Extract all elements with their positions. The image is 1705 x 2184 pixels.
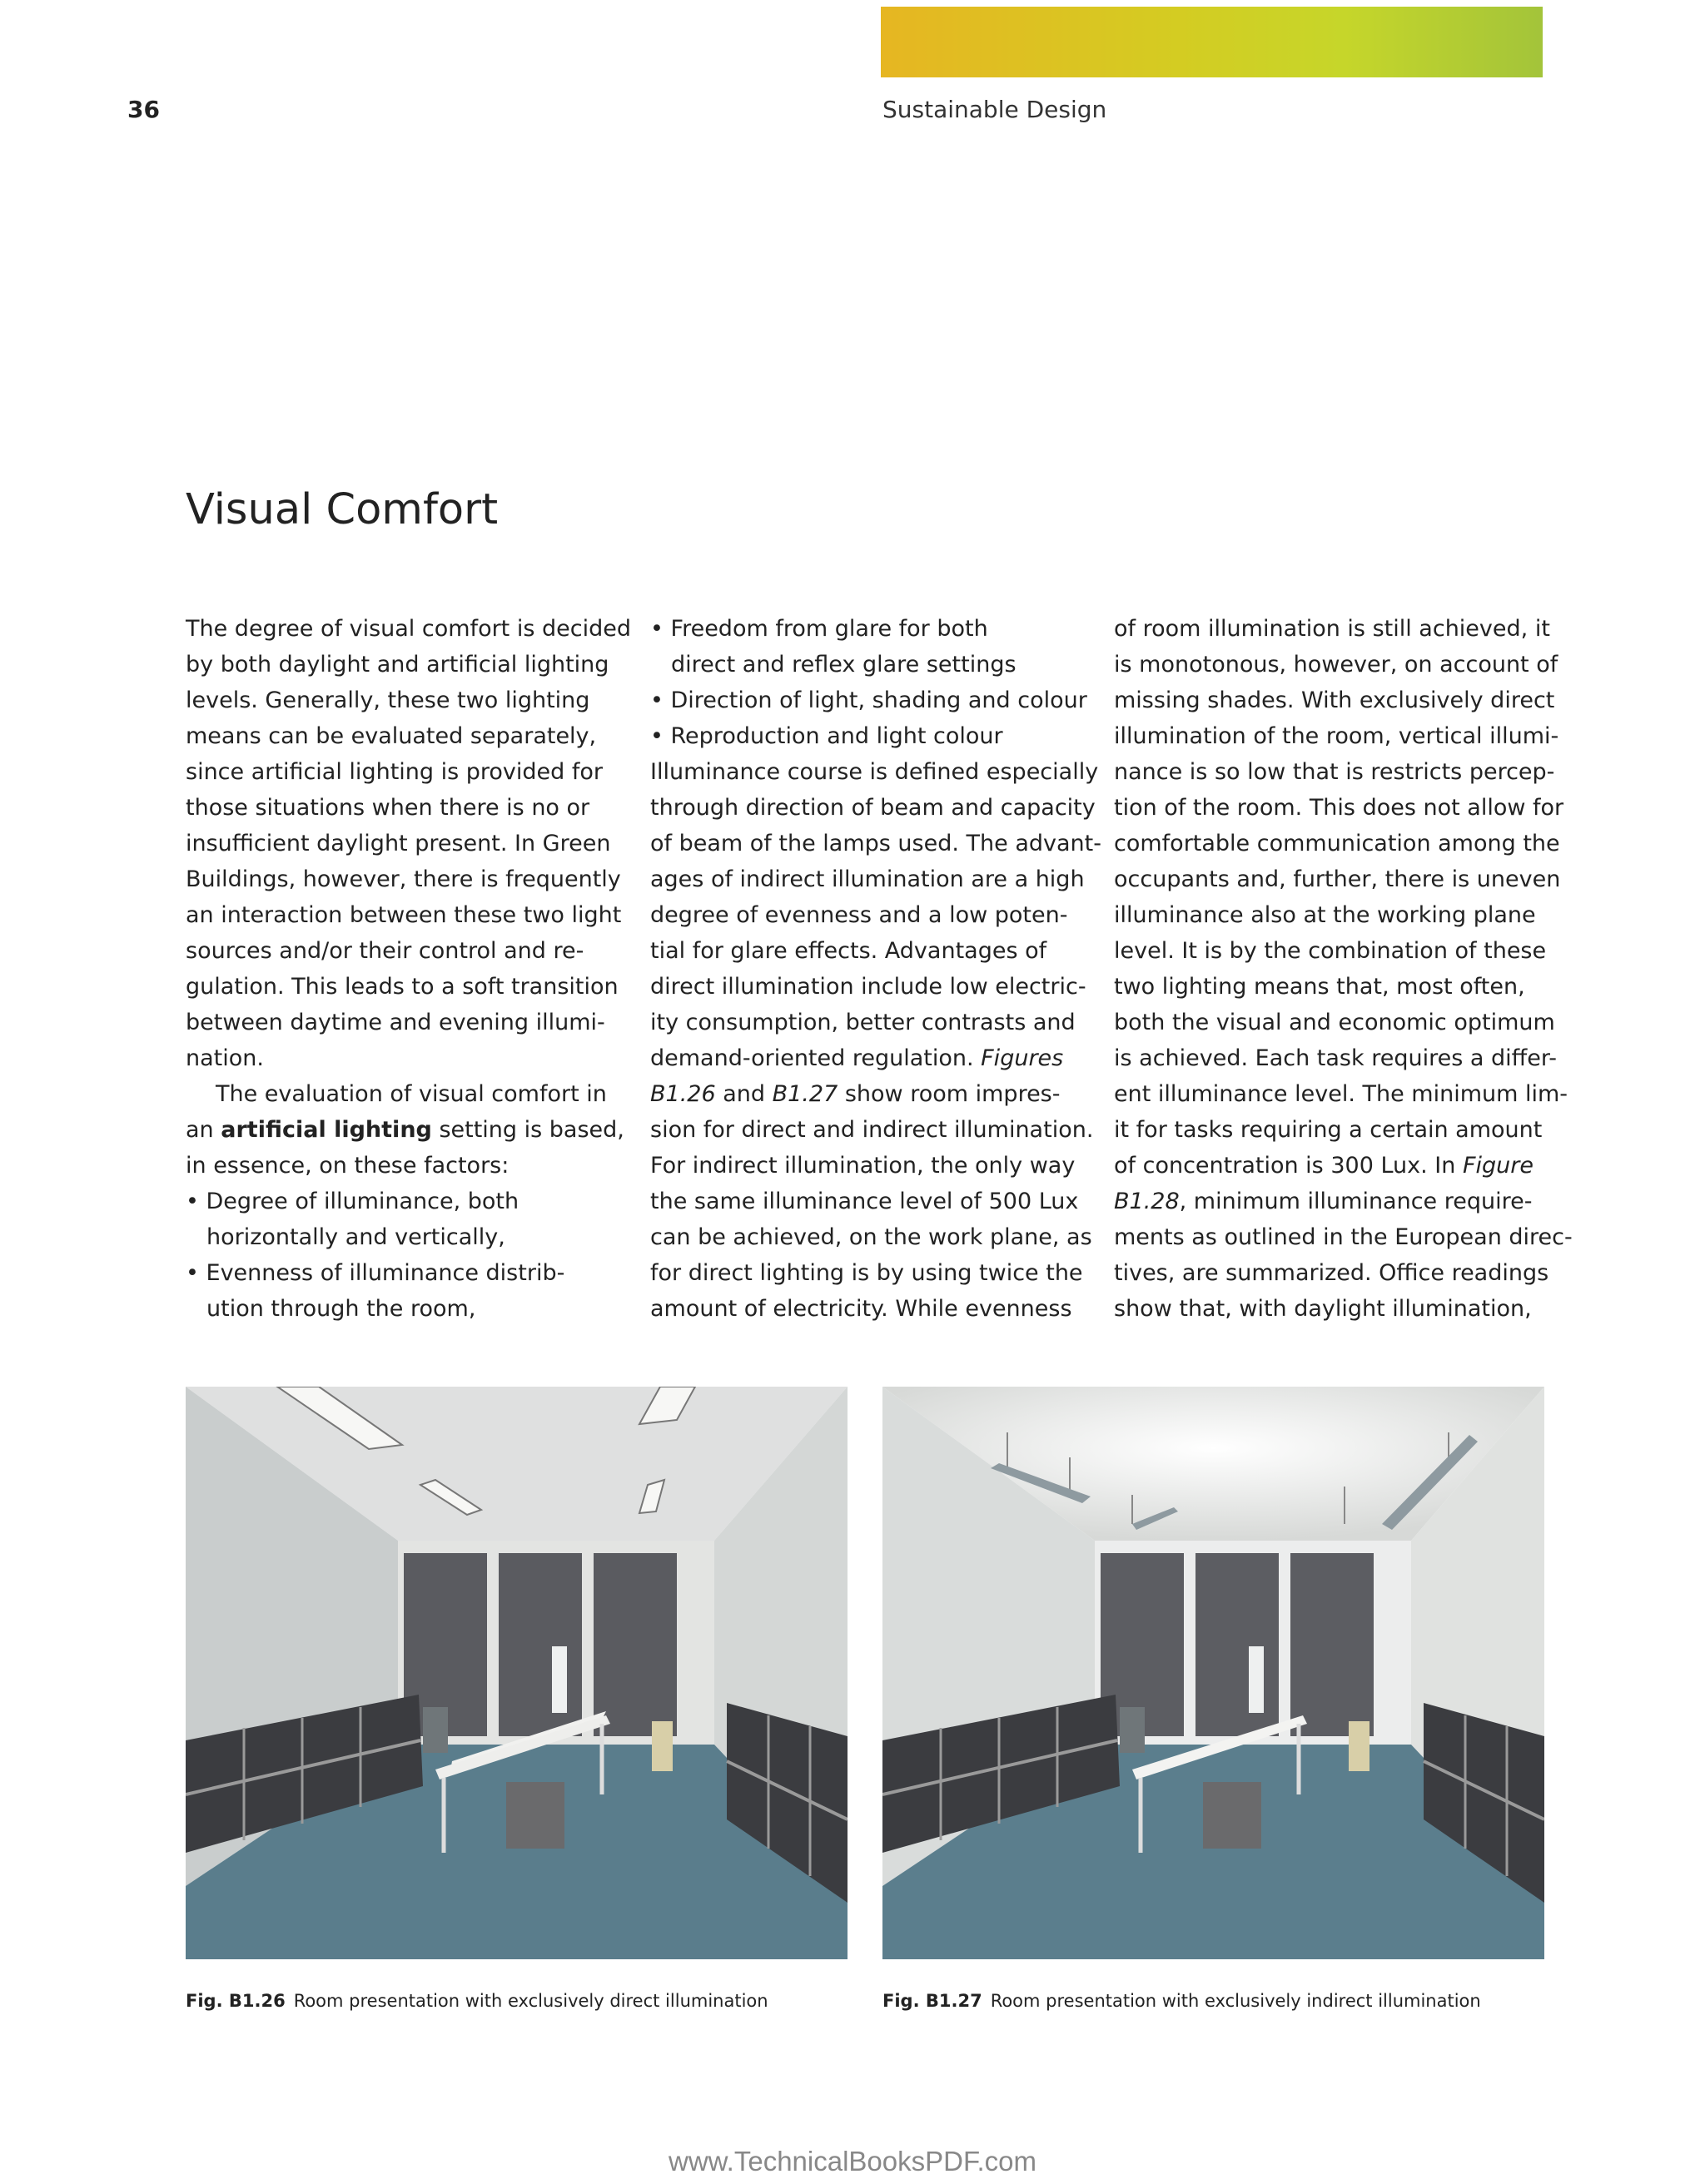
text-line — [650, 790, 1096, 826]
text-run: an — [186, 1117, 221, 1143]
text-run: an interaction between these two light — [186, 902, 622, 928]
figure-label: Fig. B1.26 — [186, 1991, 286, 2011]
text-run: tives, are summarized. Office readings — [1114, 1260, 1549, 1286]
text-line — [1114, 1005, 1555, 1040]
text-line — [1114, 861, 1561, 897]
text-run: ments as outlined in the European direc- — [1114, 1224, 1573, 1250]
text-line — [650, 1005, 1083, 1040]
text-line — [186, 1184, 619, 1219]
figure-caption-text: Room presentation with exclusively indirect illumination — [990, 1991, 1481, 2011]
figure-reference: Figures — [981, 1045, 1064, 1071]
text-run: of beam of the lamps used. The advant- — [650, 831, 1101, 856]
text-run: in essence, on these factors: — [186, 1153, 510, 1179]
text-run: level. It is by the combination of these — [1114, 938, 1547, 964]
text-line — [650, 1184, 1083, 1219]
text-run: gulation. This leads to a soft transition — [186, 974, 619, 1000]
text-run: tial for glare effects. Advantages of — [650, 938, 1047, 964]
text-run: direct and reflex glare settings — [671, 652, 1017, 678]
text-run: the same illuminance level of 500 Lux — [650, 1189, 1079, 1214]
text-line — [186, 1040, 619, 1076]
text-line — [186, 1291, 619, 1327]
text-line — [186, 754, 619, 790]
text-run: The evaluation of visual comfort in — [216, 1081, 607, 1107]
text-line — [650, 861, 1083, 897]
text-line — [650, 718, 1083, 754]
text-line — [186, 1005, 619, 1040]
text-run: sion for direct and indirect illumination. — [650, 1117, 1094, 1143]
text-run: nation. — [186, 1045, 264, 1071]
figure-direct-illumination — [186, 1387, 848, 1959]
text-run: ages of indirect illumination are a high — [650, 866, 1085, 892]
text-run: For indirect illumination, the only way — [650, 1153, 1076, 1179]
text-run: of room illumination is still achieved, it — [1114, 616, 1550, 642]
text-run: ution through the room, — [206, 1296, 476, 1322]
text-line — [650, 969, 1086, 1005]
text-run: comfortable communication among the — [1114, 831, 1560, 856]
text-line — [1114, 611, 1550, 647]
text-line — [186, 1112, 624, 1148]
text-line — [186, 826, 619, 861]
text-line — [186, 969, 619, 1005]
figure-reference: Figure — [1462, 1153, 1534, 1179]
text-run: for direct lighting is by using twice the — [650, 1260, 1083, 1286]
page-number: 36 — [127, 96, 160, 123]
text-line — [650, 897, 1083, 933]
text-run: demand-oriented regulation. — [650, 1045, 982, 1071]
text-run: The degree of visual comfort is decided — [186, 616, 631, 642]
text-line — [1114, 1291, 1547, 1327]
text-line — [1114, 969, 1547, 1005]
text-line — [650, 1040, 1083, 1076]
running-head: Sustainable Design — [882, 96, 1107, 123]
text-line — [1114, 897, 1547, 933]
text-run: • Direction of light, shading and colour — [650, 687, 1087, 713]
room-render-direct — [186, 1387, 848, 1959]
text-line — [1114, 1076, 1568, 1112]
text-run: setting is based, — [431, 1117, 624, 1143]
text-line — [1114, 826, 1560, 861]
text-run: Buildings, however, there is frequently — [186, 866, 621, 892]
text-line — [1114, 1219, 1573, 1255]
text-line — [650, 754, 1099, 790]
header-accent-bar — [881, 7, 1543, 77]
figure-label: Fig. B1.27 — [882, 1991, 982, 2011]
text-column-3 — [1114, 611, 1573, 1327]
text-line — [186, 1148, 619, 1184]
text-line — [650, 647, 1083, 682]
text-line — [650, 826, 1101, 861]
text-run: nance is so low that is restricts percep- — [1114, 759, 1555, 785]
text-line — [186, 897, 622, 933]
text-line — [186, 718, 619, 754]
bold-term: artificial lighting — [221, 1117, 432, 1143]
text-run: amount of electricity. While evenness — [650, 1296, 1072, 1322]
figure-reference: B1.28 — [1114, 1189, 1180, 1214]
text-column-1 — [186, 611, 631, 1327]
figure-reference: B1.27 — [772, 1081, 838, 1107]
text-line — [186, 1076, 619, 1112]
text-line — [650, 1148, 1083, 1184]
text-run: it for tasks requiring a certain amount — [1114, 1117, 1543, 1143]
text-run: degree of evenness and a low poten- — [650, 902, 1068, 928]
text-line — [650, 1219, 1092, 1255]
text-run: can be achieved, on the work plane, as — [650, 1224, 1092, 1250]
text-run: • Degree of illuminance, both — [186, 1189, 519, 1214]
text-line — [1114, 1255, 1547, 1291]
text-line — [650, 1291, 1083, 1327]
watermark: www.TechnicalBooksPDF.com — [669, 2146, 1036, 2177]
figure-reference: B1.26 — [650, 1081, 716, 1107]
text-line — [186, 790, 619, 826]
text-run: , minimum illuminance require- — [1179, 1189, 1533, 1214]
text-run: occupants and, further, there is uneven — [1114, 866, 1561, 892]
text-run: tion of the room. This does not allow for — [1114, 795, 1564, 821]
room-render-indirect — [882, 1387, 1544, 1959]
text-run: is achieved. Each task requires a differ- — [1114, 1045, 1557, 1071]
section-title: Visual Comfort — [186, 485, 499, 534]
text-line — [186, 933, 619, 969]
text-run: is monotonous, however, on account of — [1114, 652, 1558, 678]
text-run: illumination of the room, vertical illumi- — [1114, 723, 1559, 749]
text-line — [650, 682, 1087, 718]
text-line — [1114, 1148, 1547, 1184]
text-run: those situations when there is no or — [186, 795, 590, 821]
text-run: illuminance also at the working plane — [1114, 902, 1536, 928]
text-run: and — [715, 1081, 773, 1107]
text-line — [650, 1255, 1083, 1291]
text-run: show that, with daylight illumination, — [1114, 1296, 1532, 1322]
text-run: ity consumption, better contrasts and — [650, 1010, 1076, 1035]
text-run: since artificial lighting is provided for — [186, 759, 604, 785]
figure-caption-text: Room presentation with exclusively direct illumination — [293, 1991, 768, 2011]
text-line — [1114, 718, 1559, 754]
text-run: • Evenness of illuminance distrib- — [186, 1260, 565, 1286]
text-line — [650, 611, 1083, 647]
text-line — [186, 1255, 619, 1291]
text-run: levels. Generally, these two lighting — [186, 687, 590, 713]
text-line — [650, 1076, 1083, 1112]
text-run: Illuminance course is defined especially — [650, 759, 1099, 785]
figure-indirect-illumination — [882, 1387, 1544, 1959]
text-line — [186, 1219, 619, 1255]
text-line — [1114, 1184, 1547, 1219]
text-run: two lighting means that, most often, — [1114, 974, 1525, 1000]
text-line — [1114, 754, 1555, 790]
text-run: between daytime and evening illumi- — [186, 1010, 605, 1035]
text-run: horizontally and vertically, — [206, 1224, 505, 1250]
text-run: show room impres- — [838, 1081, 1061, 1107]
text-line — [1114, 933, 1547, 969]
text-line — [1114, 790, 1564, 826]
text-run: sources and/or their control and re- — [186, 938, 584, 964]
text-line — [1114, 647, 1558, 682]
text-line — [186, 647, 619, 682]
text-line — [186, 682, 619, 718]
text-column-2 — [650, 611, 1101, 1327]
text-line — [1114, 682, 1555, 718]
text-line — [186, 861, 619, 897]
text-line — [186, 611, 631, 647]
text-run: • Freedom from glare for both — [650, 616, 988, 642]
text-run: insufficient daylight present. In Green — [186, 831, 611, 856]
text-run: of concentration is 300 Lux. In — [1114, 1153, 1463, 1179]
text-run: missing shades. With exclusively direct — [1114, 687, 1555, 713]
text-run: through direction of beam and capacity — [650, 795, 1096, 821]
text-line — [1114, 1040, 1557, 1076]
text-line — [1114, 1112, 1547, 1148]
figure-caption-b1-27 — [882, 1991, 1481, 2011]
text-line — [650, 1112, 1094, 1148]
figure-caption-b1-26 — [186, 1991, 768, 2011]
text-run: means can be evaluated separately, — [186, 723, 597, 749]
text-run: by both daylight and artificial lighting — [186, 652, 609, 678]
text-run: direct illumination include low electric- — [650, 974, 1086, 1000]
text-run: both the visual and economic optimum — [1114, 1010, 1555, 1035]
text-run: ent illuminance level. The minimum lim- — [1114, 1081, 1568, 1107]
text-line — [650, 933, 1083, 969]
text-run: • Reproduction and light colour — [650, 723, 1003, 749]
